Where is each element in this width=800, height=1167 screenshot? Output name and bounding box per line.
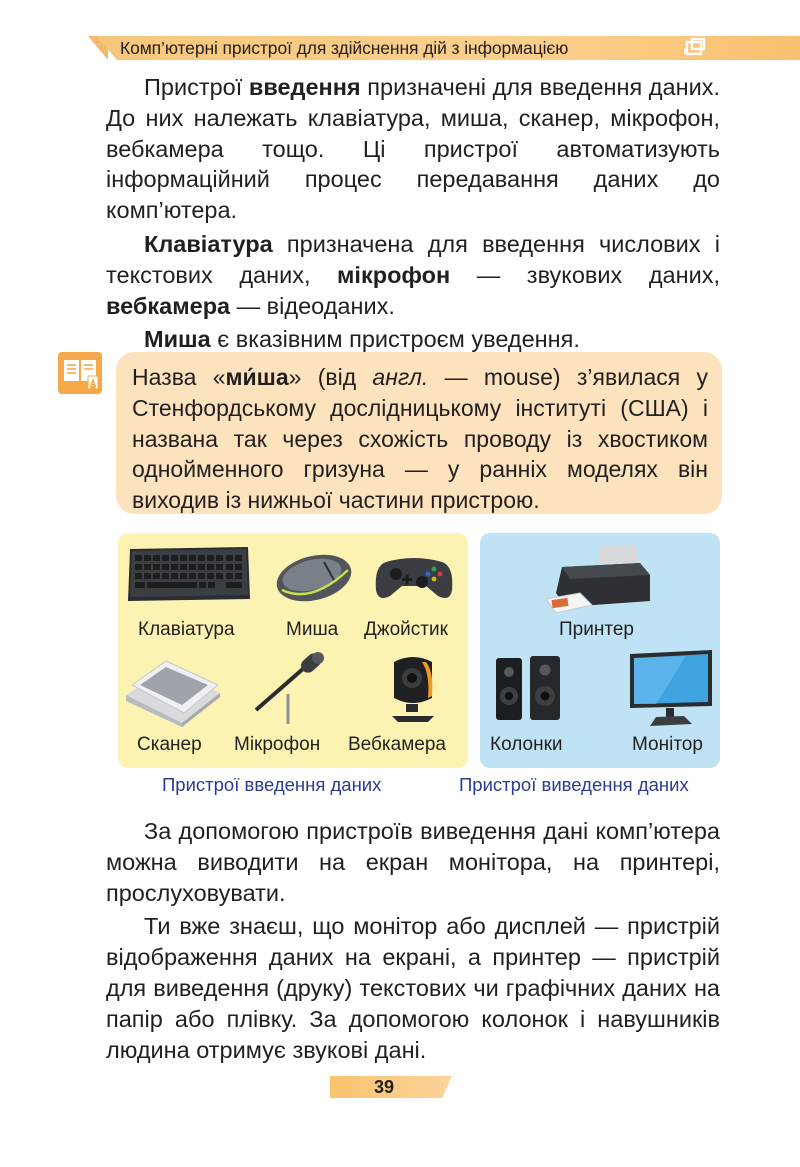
microphone-icon <box>246 650 328 726</box>
gamepad-icon <box>374 552 454 604</box>
keyboard-icon <box>126 541 252 607</box>
output-device-label: Принтер <box>559 619 634 640</box>
input-device-label: Мікрофон <box>234 734 321 755</box>
monitor-icon <box>626 650 714 726</box>
input-device-label: Клавіатура <box>138 619 235 640</box>
speakers-icon <box>494 654 564 722</box>
output-paragraph-2: Ти вже знаєш, що монітор або дисплей — пристрій відображення даних на екрані, а принтер — пристрій для виведення (друку) текстових чи графічних даних на папір або плівку. За допомогою колонок і навушників людина отримує звукові дані. <box>106 913 720 1063</box>
input-device-label: Миша <box>286 619 339 640</box>
header-title: Комп’ютерні пристрої для здійснення дій з інформацією <box>120 38 569 58</box>
dictionary-book-icon <box>58 352 102 394</box>
note-box <box>116 352 722 514</box>
printer-icon <box>546 541 656 613</box>
note-text: Назва «ми́ша» (від англ. — mouse) з’явилася у Стенфордському дослідницькому інституті (США) і названа так через схожість проводу із хвостиком однойменного гризуна — у ранніх моделях він виходив із нижньої частини пристрою. <box>132 364 708 514</box>
input-device-label: Вебкамера <box>348 734 446 755</box>
intro-paragraph-1: Пристрої введення призначені для введення даних. До них належать клавіатура, миша, сканер, мікрофон, вебкамера тощо. Ці пристрої автоматизують інформаційний процес передавання даних до комп’ютера. <box>106 74 720 224</box>
input-device-label: Джойстик <box>364 619 448 640</box>
corner-ornament-icon <box>684 37 706 59</box>
scanner-icon <box>122 655 222 727</box>
page-header <box>0 28 800 68</box>
intro-paragraph-2: Клавіатура призначена для введення числових і текстових даних, мікрофон — звукових даних, вебкамера — відеоданих. <box>106 230 720 319</box>
output-text <box>106 816 720 1065</box>
input-device-label: Сканер <box>137 734 202 755</box>
mouse-icon <box>268 550 358 606</box>
output-devices-caption: Пристрої виведення даних <box>459 774 689 795</box>
webcam-icon <box>388 652 438 724</box>
output-paragraph-1: За допомогою пристроїв виведення дані комп’ютера можна виводити на екран монітора, на принтері, прослуховувати. <box>106 818 720 906</box>
output-device-label: Колонки <box>490 734 563 755</box>
intro-paragraph-3: Миша є вказівним пристроєм уведення. <box>144 326 580 353</box>
input-devices-caption: Пристрої введення даних <box>162 774 382 795</box>
intro-text <box>106 72 720 355</box>
page-number: 39 <box>374 1077 395 1097</box>
output-device-label: Монітор <box>632 734 703 755</box>
